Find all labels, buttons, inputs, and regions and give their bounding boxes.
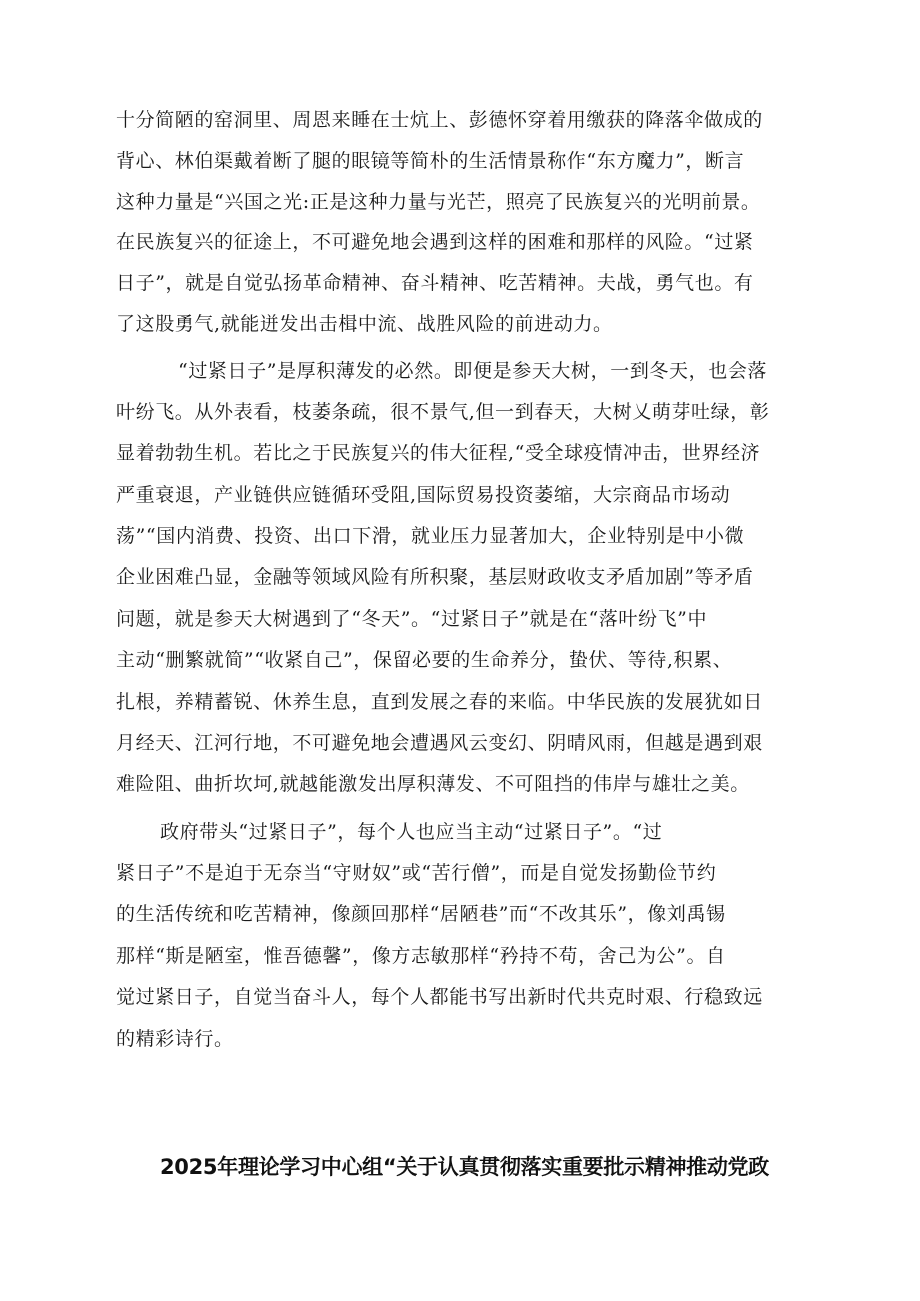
text-line: 企业困难凸显，金融等领域风险有所积聚，基层财政收支矛盾加剧”等矛盾 xyxy=(116,566,754,588)
text-line: 十分简陋的窑洞里、周恩来睡在士炕上、彭德怀穿着用缴获的降落伞做成的 xyxy=(116,109,763,131)
text-line: 觉过紧日子，自觉当奋斗人，每个人都能书写出新时代共克时艰、行稳致远 xyxy=(116,986,763,1008)
text-line: 问题，就是参天大树遇到了“冬天”。“过紧日子”就是在“落叶纷飞”中 xyxy=(116,608,708,630)
text-line: 叶纷飞。从外表看，枝萎条疏，很不景气,但一到春天，大树乂萌芽吐绿，彰 xyxy=(116,401,770,423)
text-line: 的精彩诗行。 xyxy=(116,1028,234,1050)
text-line: 主动“删繁就简”“收紧自己”，保留必要的生命养分，蛰伏、等待,积累、 xyxy=(116,649,733,671)
text-line: 了这股勇气,就能迸发出击楫中流、战胜风险的前进动力。 xyxy=(116,313,613,335)
text-line: 紧日子”不是迫于无奈当“守财奴”或“苦行僧”，而是自觉发扬勤俭节约 xyxy=(116,862,717,884)
text-line: 在民族复兴的征途上，不可避免地会遇到这样的困难和那样的风险。“过紧 xyxy=(116,231,754,253)
text-line: 扎根，养精蓄锐、休养生息，直到发展之春的来临。中华民族的发展犹如日 xyxy=(116,691,763,713)
section-heading: 2025年理论学习中心组“关于认真贯彻落实重要批示精神推动党政 xyxy=(160,1155,769,1179)
text-line: 月经天、江河行地，不可避免地会遭遇风云变幻、阴晴风雨，但越是遇到艰 xyxy=(116,732,763,754)
text-line: 背心、林伯渠戴着断了腿的眼镜等简朴的生活情景称作“东方魔力”，断言 xyxy=(116,150,745,172)
text-line: 显着勃勃生机。若比之于民族复兴的伟大征程,“受全球疫情冲击，世界经济 xyxy=(116,442,761,464)
text-line: 那样“斯是陋室，惟吾德馨”，像方志敏那样“矜持不苟，舍己为公”。自 xyxy=(116,945,726,967)
text-line: “过紧日子”是厚积薄发的必然。即便是参天大树，一到冬天，也会落 xyxy=(178,360,768,382)
text-line: 荡”“国内消费、投资、出口下滑，就业压力显著加大，企业特别是中小微 xyxy=(116,525,745,547)
text-line: 难险阻、曲折坎坷,就越能激发出厚积薄发、不可阻挡的伟岸与雄壮之美。 xyxy=(116,773,750,795)
text-line: 严重衰退，产业链供应链循环受阻,国际贸易投资萎缩，大宗商品市场动 xyxy=(116,484,731,506)
text-line: 政府带头“过紧日子”，每个人也应当主动“过紧日子”。“过 xyxy=(160,821,663,843)
text-line: 的生活传统和吃苦精神，像颜回那样“居陋巷”而“不改其乐”，像刘禹锡 xyxy=(116,903,726,925)
text-line: 日子”，就是自觉弘扬革命精神、奋斗精神、吃苦精神。夫战，勇气也。有 xyxy=(116,272,754,294)
text-line: 这种力量是“兴国之光:正是这种力量与光芒，照亮了民族复兴的光明前景。 xyxy=(116,191,761,213)
